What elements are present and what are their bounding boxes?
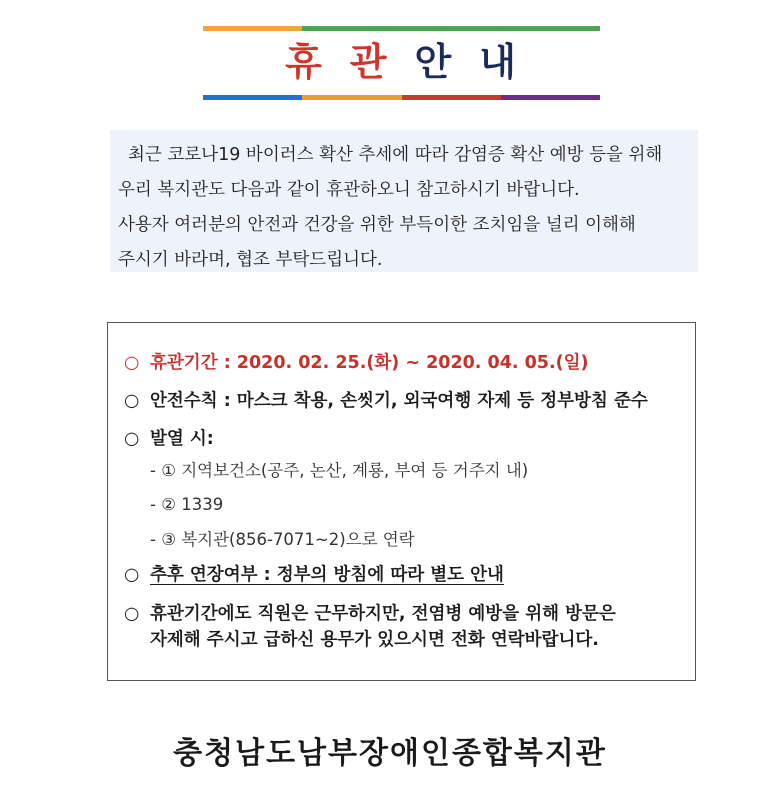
title-char-2: 관 (349, 40, 389, 84)
title-bottom-bar (203, 95, 600, 100)
info-box (107, 322, 696, 681)
staff-notice-line-1: 휴관기간에도 직원은 근무하지만, 전염병 예방을 위해 방문은 (150, 604, 616, 624)
fever-subitem: - ① 지역보건소(공주, 논산, 계룡, 부여 등 거주지 내) (150, 461, 529, 480)
safety-rules-item (124, 389, 648, 413)
closure-period-text: 휴관기간 : 2020. 02. 25.(화) ~ 2020. 04. 05.(일) (150, 353, 589, 373)
extension-text: 추후 연장여부 : 정부의 방침에 따라 별도 안내 (150, 565, 504, 585)
bar-segment (402, 26, 501, 31)
bullet-circle-icon: ○ (124, 391, 140, 411)
bar-segment (203, 95, 302, 100)
fever-item (124, 427, 214, 451)
bar-segment (501, 95, 600, 100)
title-char-4: 내 (479, 40, 518, 84)
title-banner (203, 26, 600, 100)
bullet-circle-icon: ○ (124, 353, 140, 373)
intro-line: 사용자 여러분의 안전과 건강을 위한 부득이한 조치임을 널리 이해해 (118, 215, 636, 235)
closure-period-item (124, 351, 589, 375)
bar-segment (302, 95, 401, 100)
intro-paragraph (110, 130, 698, 272)
fever-subitem: - ② 1339 (150, 495, 224, 514)
title-char-3: 안 (414, 40, 454, 84)
title-top-bar (203, 26, 600, 31)
intro-line: 우리 복지관도 다음과 같이 휴관하오니 참고하시기 바랍니다. (118, 180, 580, 200)
bar-segment (302, 26, 401, 31)
safety-rules-text: 안전수칙 : 마스크 착용, 손씻기, 외국여행 자제 등 정부방침 준수 (150, 391, 648, 411)
organization-name: 충청남도남부장애인종합복지관 (173, 736, 607, 771)
intro-line: 주시기 바라며, 협조 부탁드립니다. (118, 250, 383, 270)
bar-segment (501, 26, 600, 31)
intro-line: 최근 코로나19 바이러스 확산 추세에 따라 감염증 확산 예방 등을 위해 (128, 145, 663, 165)
staff-notice-line-2: 자제해 주시고 급하신 용무가 있으시면 전화 연락바랍니다. (150, 630, 599, 650)
page-title (203, 40, 600, 84)
bullet-circle-icon: ○ (124, 429, 140, 449)
title-char-1: 휴 (285, 40, 324, 84)
bar-segment (203, 26, 302, 31)
bullet-circle-icon: ○ (124, 604, 140, 624)
fever-subitem: - ③ 복지관(856-7071~2)으로 연락 (150, 530, 415, 549)
bullet-circle-icon: ○ (124, 565, 140, 585)
staff-notice-item (124, 602, 616, 626)
bar-segment (402, 95, 501, 100)
fever-text: 발열 시: (150, 429, 214, 449)
extension-item (124, 563, 504, 587)
